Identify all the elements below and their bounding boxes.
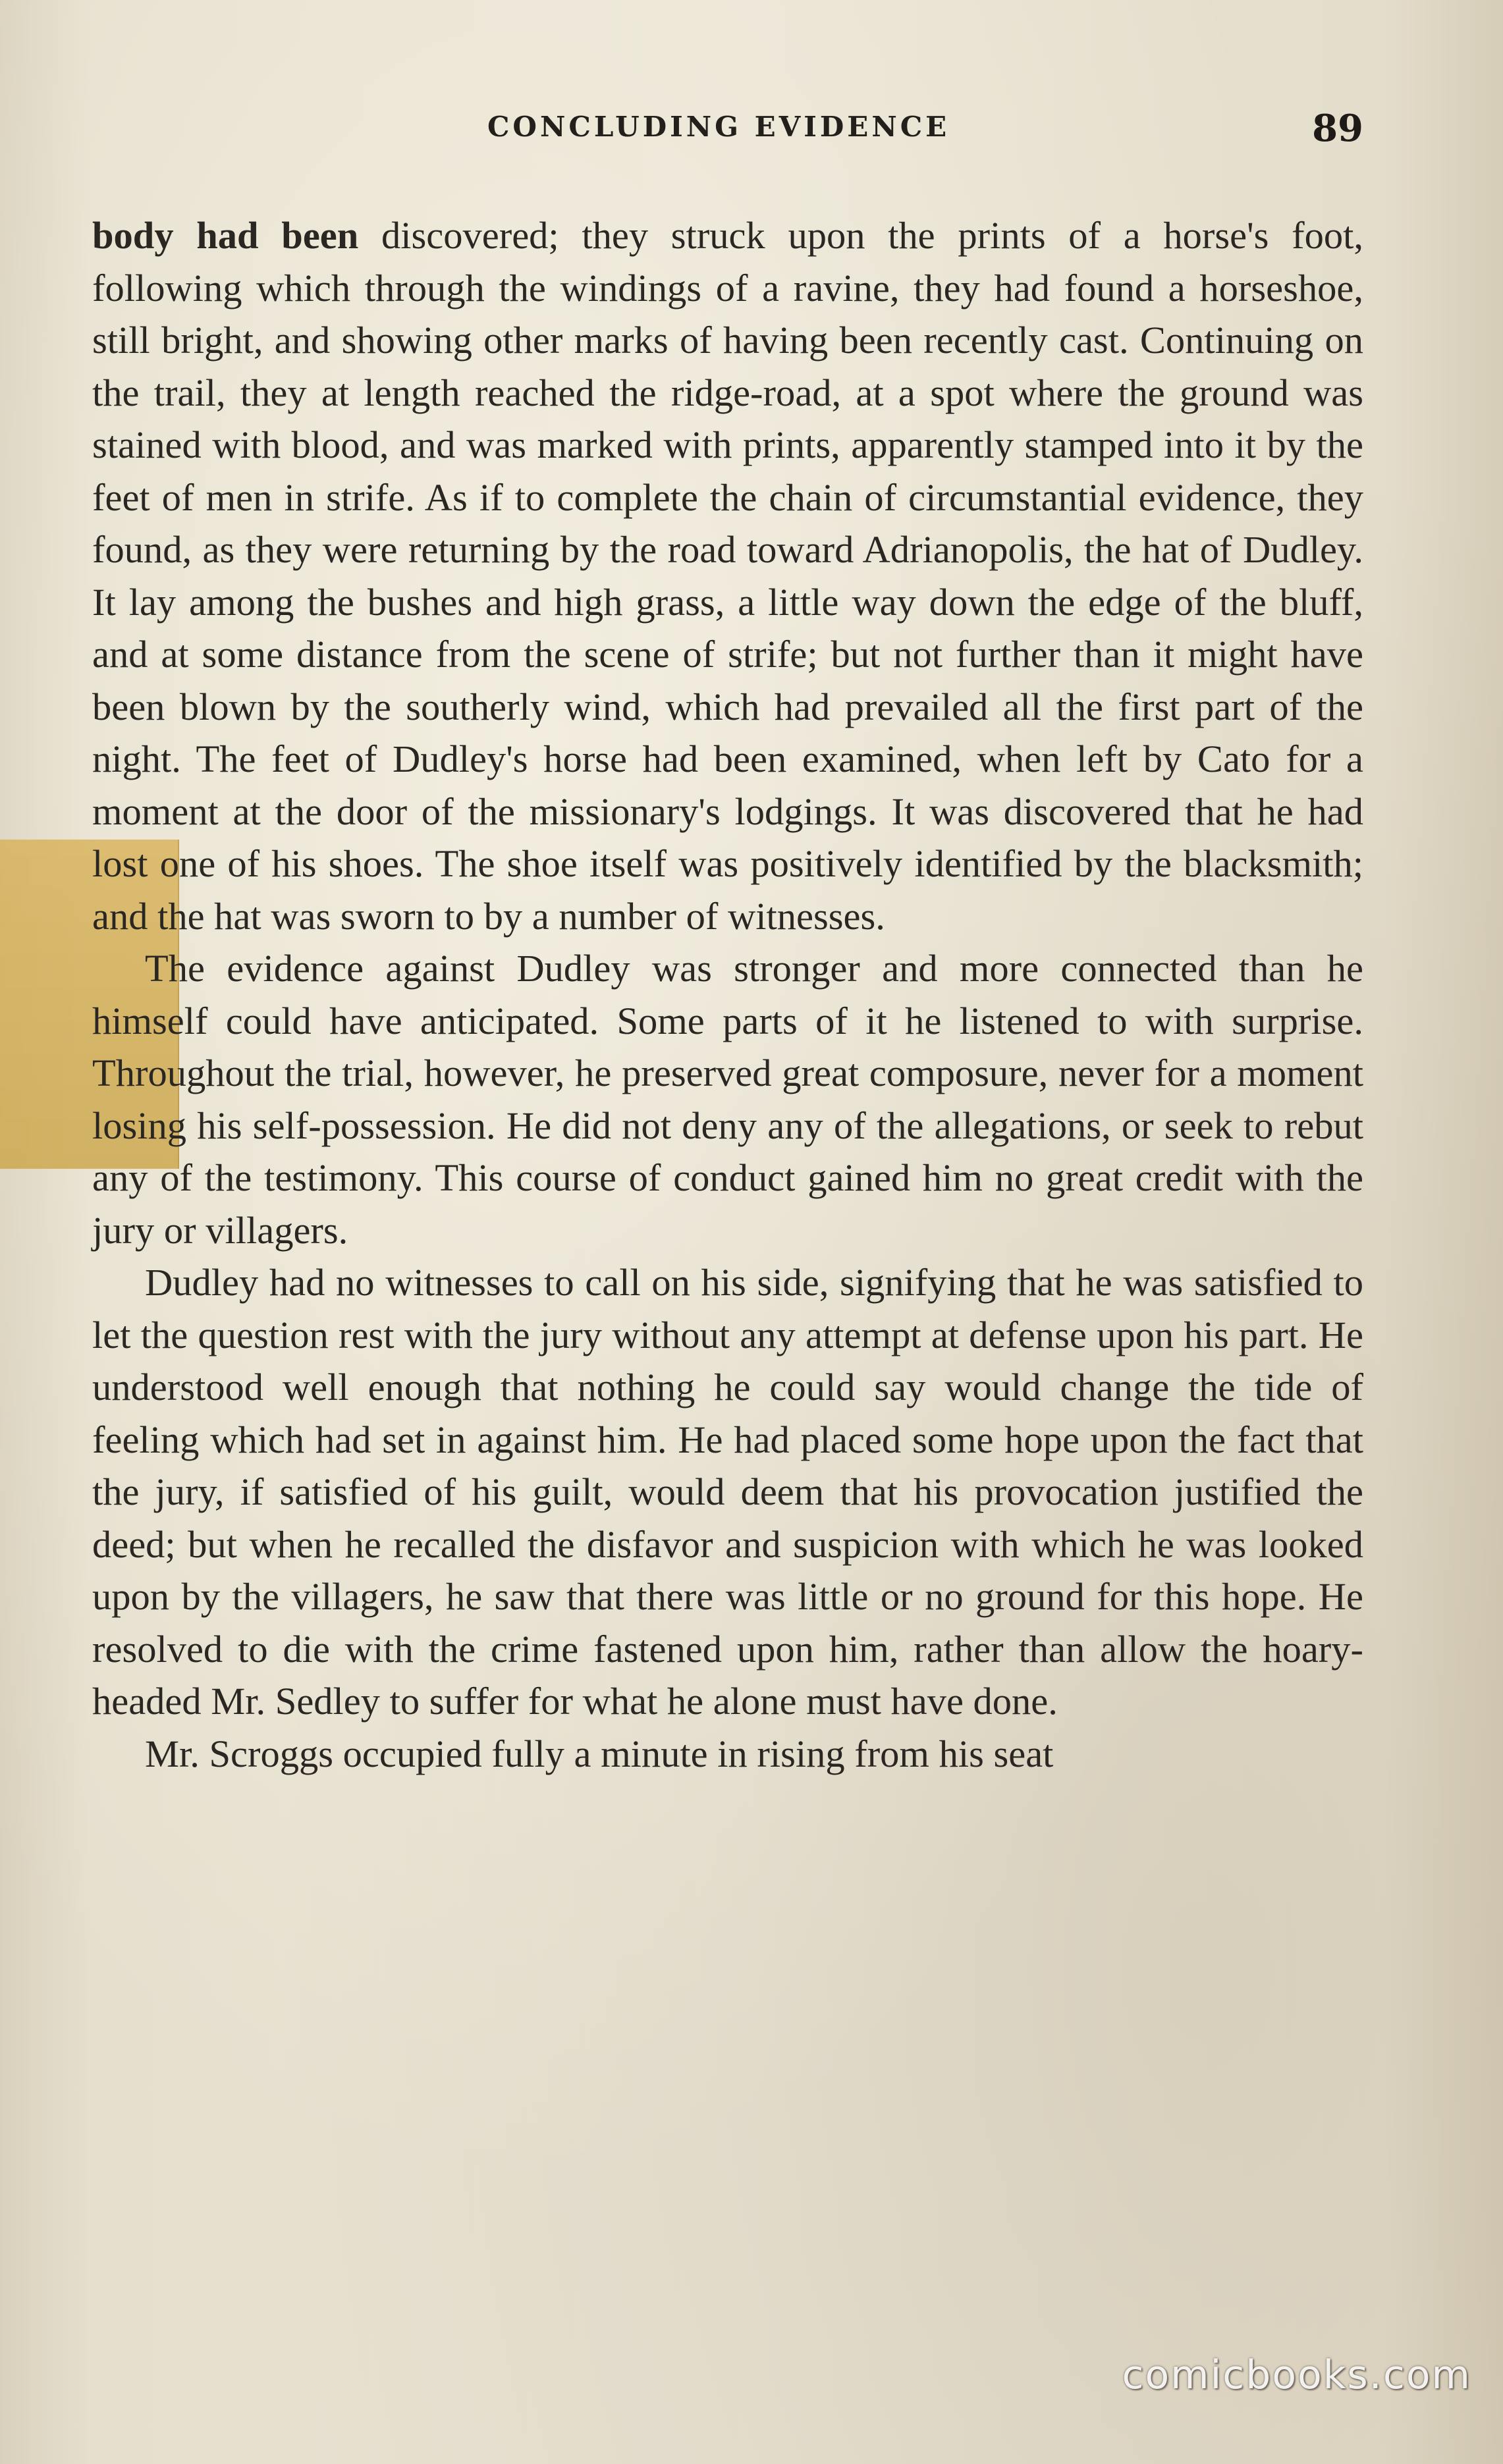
paragraph-1-lead: body had been [92, 214, 359, 257]
paragraph-2: The evidence against Dudley was stronger and more connected than he himself could have anticipated. Some parts of it he listened to with surprise. Throughout the trial, however, he preserved great composure, never for a moment losing his self-possession. He did not deny any of the allegations, or seek to rebut any of the testimony. This course of conduct gained him no great credit with the jury or villagers. [92, 947, 1363, 1252]
page-number: 89 [1312, 107, 1363, 150]
page-header [99, 107, 1363, 150]
paragraph-4: Mr. Scroggs occupied fully a minute in rising from his seat [145, 1732, 1054, 1775]
paragraph-1-text: discovered; they struck upon the prints of a horse's foot, following which through the windings of a ravine, they had found a horseshoe, still bright, and showing other marks of having been recently cast. Continuing on the trail, they at length reached the ridge-road, at a spot where the ground was stained with blood, and was marked with prints, apparently stamped into it by the feet of men in strife. As if to complete the chain of circumstantial evidence, they found, as they were returning by the road toward Adrianopolis, the hat of Dudley. It lay among the bushes and high grass, a little way down the edge of the bluff, and at some distance from the scene of strife; but not further than it might have been blown by the southerly wind, which had prevailed all the first part of the night. The feet of Dudley's horse had been examined, when left by Cato for a moment at the door of the missionary's lodgings. It was discovered that he had lost one of his shoes. The shoe itself was positively identified by the blacksmith; and the hat was sworn to by a number of witnesses. [92, 214, 1363, 938]
body-text [92, 209, 1363, 1780]
paragraph-3: Dudley had no witnesses to call on his side, signifying that he was satisfied to let the question rest with the jury without any attempt at defense upon his part. He understood well enough that nothing he could say would change the tide of feeling which had set in against him. He had placed some hope upon the fact that the jury, if satisfied of his guilt, would deem that his provocation justified the deed; but when he recalled the disfavor and suspicion with which he was looked upon by the villagers, he saw that there was little or no ground for this hope. He resolved to die with the crime fastened upon him, rather than allow the hoary-headed Mr. Sedley to suffer for what he alone must have done. [92, 1261, 1363, 1723]
running-head: CONCLUDING EVIDENCE [487, 111, 950, 143]
paragraph-1 [92, 209, 1363, 942]
watermark: comicbooks.com [1122, 2352, 1471, 2398]
